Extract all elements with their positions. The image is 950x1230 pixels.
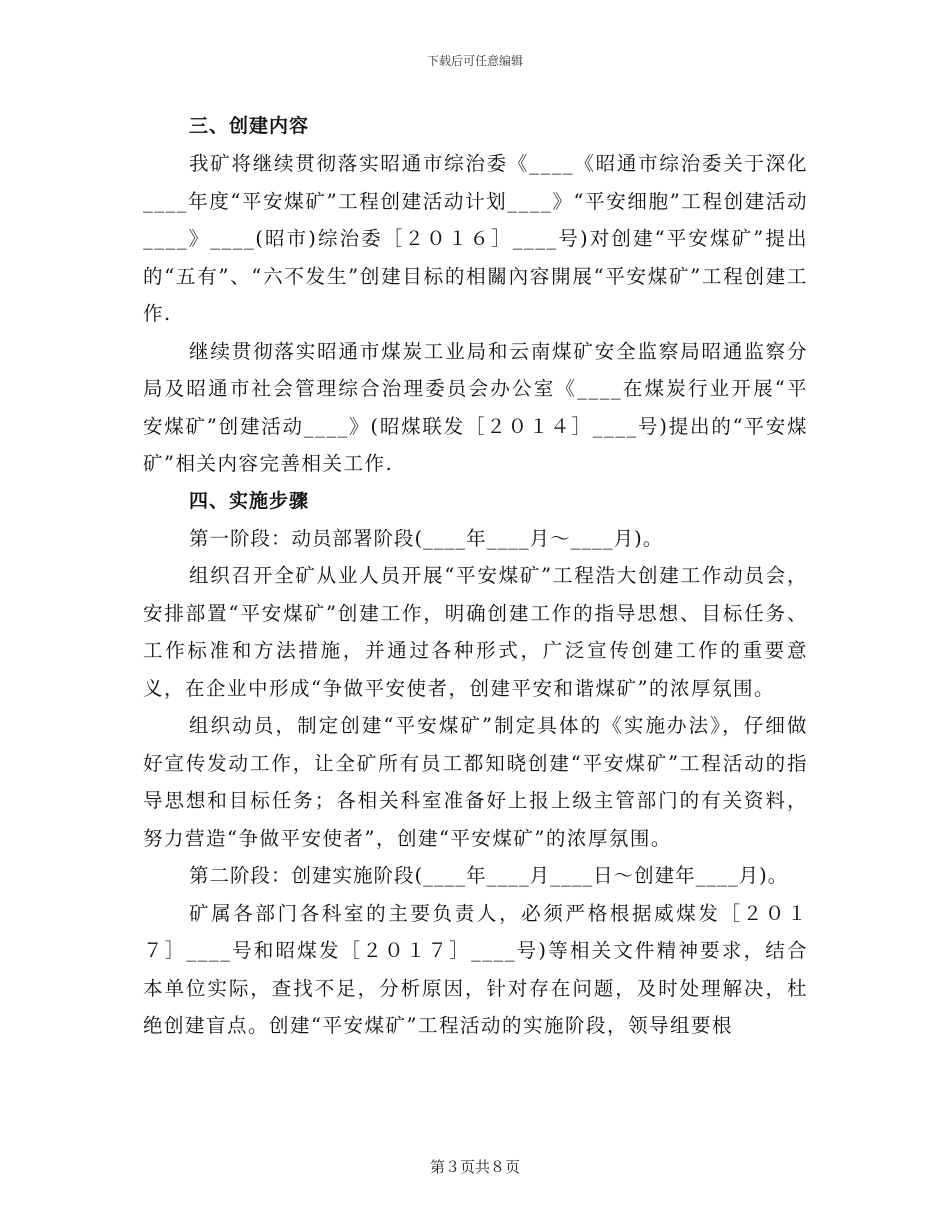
stage-1-label: 第一阶段：动员部署阶段(____年____月～____月)。: [189, 526, 664, 550]
section-4-title: 四、实施步骤: [189, 489, 310, 512]
document-body: [143, 108, 808, 1045]
section-3-paragraph-2: 继续贯彻落实昭通市煤炭工业局和云南煤矿安全监察局昭通监察分局及昭通市社会管理综合治理委员会办公室《____在煤炭行业开展“平安煤矿”创建活动____》(昭煤联发［２０１４］____号)提出的“平安煤矿”相关内容完善相关工作.: [143, 339, 808, 475]
section-4-paragraph-3: 矿属各部门各科室的主要负责人，必须严格根据威煤发［２０１７］____号和昭煤发［２０１７］____号)等相关文件精神要求，结合本单位实际，查找不足，分析原因，针对存在问题，及时处理解决，杜绝创建盲点。创建“平安煤矿”工程活动的实施阶段，领导组要根: [143, 901, 808, 1037]
page-header-note: 下载后可任意编辑: [426, 54, 523, 68]
section-4-paragraph-2: 组织动员，制定创建“平安煤矿”制定具体的《实施办法》，仔细做好宣传发动工作，让全矿所有员工都知晓创建“平安煤矿”工程活动的指导思想和目标任务；各相关科室准备好上报上级主管部门的有关资料，努力营造“争做平安使者”，创建“平安煤矿”的浓厚氛围。: [143, 714, 808, 850]
section-3-paragraph-1: 我矿将继续贯彻落实昭通市综治委《____《昭通市综治委关于深化____年度“平安煤矿”工程创建活动计划____》“平安细胞”工程创建活动____》____(昭市)综治委［２０１６］____号)对创建“平安煤矿”提出的“五有”、“六不发生”创建目标的相關內容開展“平安煤矿”工程创建工作.: [143, 152, 808, 325]
section-3-title: 三、创建内容: [189, 115, 310, 137]
page-number: 第３页共８页: [429, 1158, 520, 1176]
stage-2-label: 第二阶段：创建实施阶段(____年____月____日～创建年____月)。: [189, 864, 789, 887]
section-4-paragraph-1: 组织召开全矿从业人员开展“平安煤矿”工程浩大创建工作动员会，安排部置“平安煤矿”创建工作，明确创建工作的指导思想、目标任务、工作标准和方法措施，并通过各种形式，广泛宣传创建工作的重要意义，在企业中形成“争做平安使者，创建平安和谐煤矿”的浓厚氛围。: [143, 564, 808, 700]
